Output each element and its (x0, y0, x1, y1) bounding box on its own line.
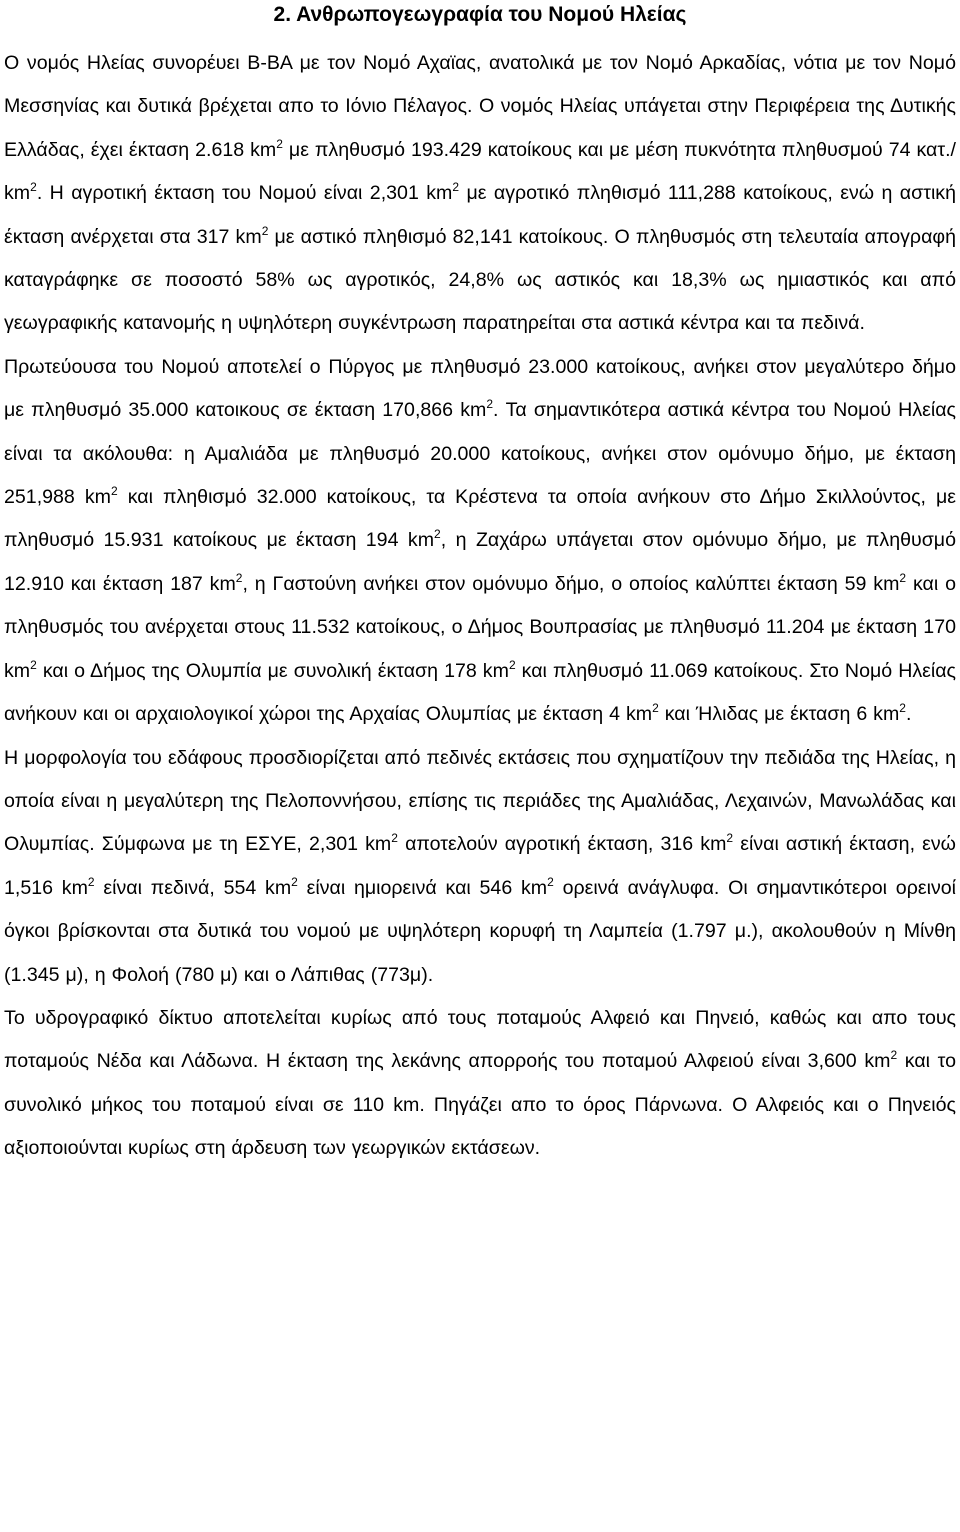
text-run: είναι πεδινά, 554 km (94, 876, 292, 899)
superscript: 2 (291, 874, 298, 889)
superscript: 2 (391, 831, 398, 846)
text-run: Πρωτεύουσα του Νομού αποτελεί ο Πύργος με πληθυσμό 23.000 κατοίκους, ανήκει στον μεγαλύτερο δήμο με πληθυσμό 35.000 κατοικους σε έκταση 170,866 km (4, 355, 956, 422)
superscript: 2 (899, 570, 907, 585)
section-heading: 2. Ανθρωπογεωγραφία του Νομού Ηλείας (273, 3, 687, 26)
text-run: και ο πληθυσμός του ανέρχεται στους 11.532 κατοίκους, ο Δήμος Βουπρασίας με πληθυσμό 11.204 με έκταση 170 km (4, 572, 956, 682)
paragraph-hydrography (4, 997, 956, 1171)
text-run: με αστικό πληθισμό 82,141 κατοίκους. Ο πληθυσμός στη τελευταία απογραφή καταγράφηκε σε ποσοστό 58% ως αγροτικός, 24,8% ως αστικός και 18,3% ως ημιαστικός και από γεωγραφικής κατανομής η υψηλότερη συγκέντρωση παρατηρείται στα αστικά κέντρα και τα πεδινά. (4, 225, 956, 335)
superscript: 2 (276, 136, 283, 151)
paragraph-morphology (4, 737, 956, 997)
paragraph-location-population (4, 42, 956, 346)
superscript: 2 (652, 701, 659, 716)
text-run: και το συνολικό μήκος του ποταμού είναι σε 110 km. Πηγάζει απο το όρος Πάρνωνα. Ο Αλφειός και ο Πηνειός αξιοποιούνται κυρίως στη άρδευση των γεωργικών εκτάσεων. (4, 1050, 956, 1160)
text-run: Το υδρογραφικό δίκτυο αποτελείται κυρίως από τους ποταμούς Αλφειό και Πηνειό, καθώς και απο τους ποταμούς Νέδα και Λάδωνα. Η έκταση της λεκάνης απορροής του ποταμού Αλφειού είναι 3,600 km (4, 1006, 956, 1073)
superscript: 2 (547, 874, 554, 889)
superscript: 2 (87, 874, 95, 889)
text-run: . Τα σημαντικότερα αστικά κέντρα του Νομού Ηλείας είναι τα ακόλουθα: η Αμαλιάδα με πληθυσμό 20.000 κατοίκους, ανήκει στον ομόνυμο δήμο, με έκταση 251,988 km (4, 399, 956, 509)
text-run: είναι ημιορεινά και 546 km (297, 876, 548, 899)
text-run: , η Γαστούνη ανήκει στον ομόνυμο δήμο, ο οποίος καλύπτει έκταση 59 km (242, 572, 900, 595)
text-run: Ο νομός Ηλείας συνορέυει Β-ΒΑ με τον Νομό Αχαϊας, ανατολικά με τον Νομό Αρκαδίας, νότια με τον Νομό Μεσσηνίας και δυτικά βρέχεται απο το Ιόνιο Πέλαγος. Ο νομός Ηλείας υπάγεται στην Περιφέρεια της Δυτικής Ελλάδας, έχει έκταση 2.618 km (4, 52, 956, 161)
text-run: . Η αγροτική έκταση του Νομού είναι 2,301 km (36, 182, 453, 205)
superscript: 2 (261, 223, 269, 238)
text-run: και πληθυσμό 11.069 κατοίκους. Στο Νομό Ηλείας ανήκουν και οι αρχαιολογικοί χώροι της Αρχαίας Ολυμπίας με έκταση 4 km (4, 659, 957, 726)
text-run: με αγροτικό πληθισμό 111,288 κατοίκους, ενώ η αστική έκταση ανέρχεται στα 317 km (4, 182, 957, 248)
text-run: , η Ζαχάρω υπάγεται στον ομόνυμο δήμο, με πληθυσμό 12.910 και έκταση 187 km (4, 529, 956, 595)
text-run: είναι αστική έκταση, ενώ 1,516 km (4, 833, 956, 899)
superscript: 2 (110, 484, 118, 499)
text-run: . (905, 703, 912, 726)
superscript: 2 (30, 180, 37, 195)
superscript: 2 (235, 570, 243, 585)
superscript: 2 (508, 657, 516, 672)
text-run: και ο Δήμος της Ολυμπία με συνολική έκταση 178 km (36, 659, 509, 682)
superscript: 2 (890, 1048, 898, 1063)
text-run: Η μορφολογία του εδάφους προσδιορίζεται από πεδινές εκτάσεις που σχηματίζουν την πεδιάδα της Ηλείας, η οποία είναι η μεγαλύτερη της Πελοποννήσου, επίσης τις περιάδες της Αμαλιάδας, Λεχαινών, Μανωλάδας και Ολυμπίας. Σύμφωνα με τη ΕΣΥΕ, 2,301 km (4, 746, 956, 856)
text-run: ορεινά ανάγλυφα. Οι σημαντικότεροι ορεινοί όγκοι βρίσκονται στα δυτικά του νομού με υψηλότερη κορυφή τη Λαμπεία (1.797 μ.), ακολουθούν η Μίνθη (1.345 μ), η Φολοή (780 μ) και ο Λάπιθας (773μ). (4, 876, 956, 986)
text-run: αποτελούν αγροτική έκταση, 316 km (397, 833, 727, 856)
superscript: 2 (452, 180, 460, 195)
superscript: 2 (30, 657, 37, 672)
text-run: και πληθισμό 32.000 κατοίκους, τα Κρέστενα τα οποία ανήκουν στο Δήμο Σκιλλούντος, με πληθυσμό 15.931 κατοίκους με έκταση 194 km (4, 486, 957, 552)
text-run: με πληθυσμό 193.429 κατοίκους και με μέση πυκνότητα πληθυσμού 74 κατ./ km (4, 138, 956, 205)
superscript: 2 (726, 831, 734, 846)
superscript: 2 (486, 397, 494, 412)
superscript: 2 (899, 701, 906, 716)
text-run: και Ήλιδας με έκταση 6 km (658, 703, 900, 726)
paragraph-urban-centers (4, 346, 956, 737)
superscript: 2 (434, 527, 441, 542)
